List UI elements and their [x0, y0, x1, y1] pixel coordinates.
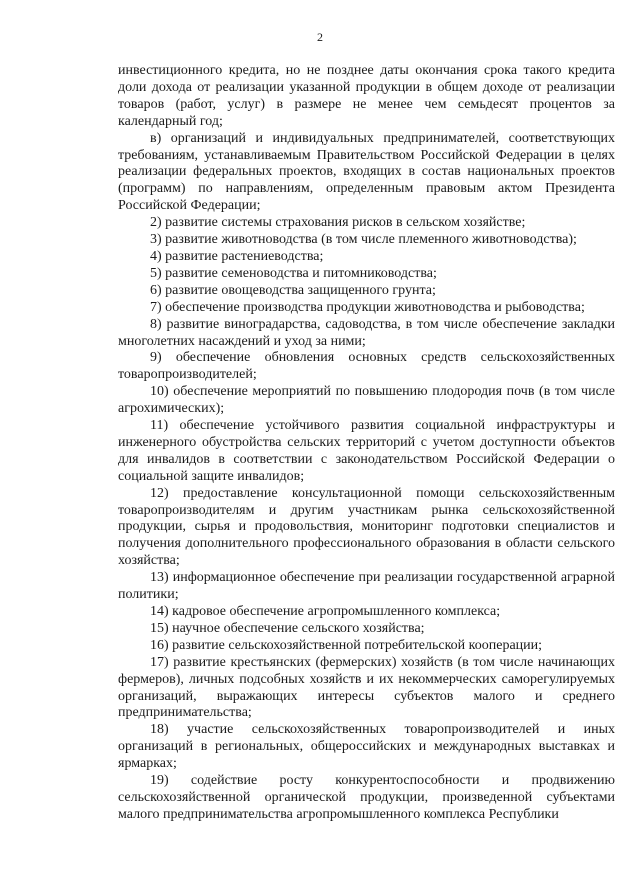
list-item-15: 15) научное обеспечение сельского хозяйства; — [150, 620, 425, 636]
list-item-19: 19) содействие росту конкурентоспособности и продвижению сельскохозяйственной органической продукции, произведенной субъектами малого предпринимательства агропромышленного комплекса Республики — [118, 773, 615, 822]
list-item-4: 4) развитие растениеводства; — [150, 248, 324, 264]
document-body — [118, 63, 615, 824]
list-item-5: 5) развитие семеноводства и питомниководства; — [150, 265, 437, 281]
paragraph-continuation: инвестиционного кредита, но не позднее даты окончания срока такого кредита доли дохода от реализации указанной продукции в общем доходе от реализации товаров (работ, услуг) в размере не менее чем семьдесят процентов за календарный год; — [118, 63, 615, 129]
list-item-17: 17) развитие крестьянских (фермерских) хозяйств (в том числе начинающих фермеров), личных подсобных хозяйств и их некоммерческих саморегулируемых организаций, выражающих интересы субъектов малого и среднего предпринимательства; — [118, 654, 615, 721]
list-item-12: 12) предоставление консультационной помощи сельскохозяйственным товаропроизводителям и другим участникам рынка сельскохозяйственной продукции, сырья и продовольствия, мониторинг подготовки специалистов и получения дополнительного профессионального образования в области сельского хозяйства; — [118, 485, 615, 569]
list-item-3: 3) развитие животноводства (в том числе племенного животноводства); — [150, 232, 577, 248]
list-item-6: 6) развитие овощеводства защищенного грунта; — [150, 282, 436, 298]
page-number: 2 — [317, 30, 323, 44]
list-item-18: 18) участие сельскохозяйственных товаропроизводителей и иных организаций в региональных, общероссийских и международных выставках и ярмарках; — [118, 722, 615, 772]
list-item-9: 9) обеспечение обновления основных средств сельскохозяйственных товаропроизводителей; — [118, 350, 615, 383]
list-item-14: 14) кадровое обеспечение агропромышленного комплекса; — [150, 604, 501, 619]
list-item-7: 7) обеспечение производства продукции животноводства и рыбоводства; — [150, 299, 585, 315]
list-item-2: 2) развитие системы страхования рисков в сельском хозяйстве; — [150, 215, 526, 231]
list-item-13: 13) информационное обеспечение при реализации государственной аграрной политики; — [118, 570, 615, 603]
list-item-11: 11) обеспечение устойчивого развития социальной инфраструктуры и инженерного обустройства сельских территорий с учетом доступности объектов для инвалидов в соответствии с законодательством Российской Федерации о социальной защите инвалидов; — [118, 418, 615, 484]
list-item-10: 10) обеспечение мероприятий по повышению плодородия почв (в том числе агрохимических); — [118, 384, 615, 417]
list-item-8: 8) развитие виноградарства, садоводства, в том числе обеспечение закладки многолетних насаждений и уход за ними; — [118, 316, 615, 349]
paragraph-item-v: в) организаций и индивидуальных предпринимателей, соответствующих требованиям, устанавливаемым Правительством Российской Федерации в целях реализации федеральных проектов, входящих в состав национальных проектов (программ) по направлениям, определенным правовым актом Президента Российской Федерации; — [118, 130, 615, 214]
list-item-16: 16) развитие сельскохозяйственной потребительской кооперации; — [150, 637, 543, 653]
